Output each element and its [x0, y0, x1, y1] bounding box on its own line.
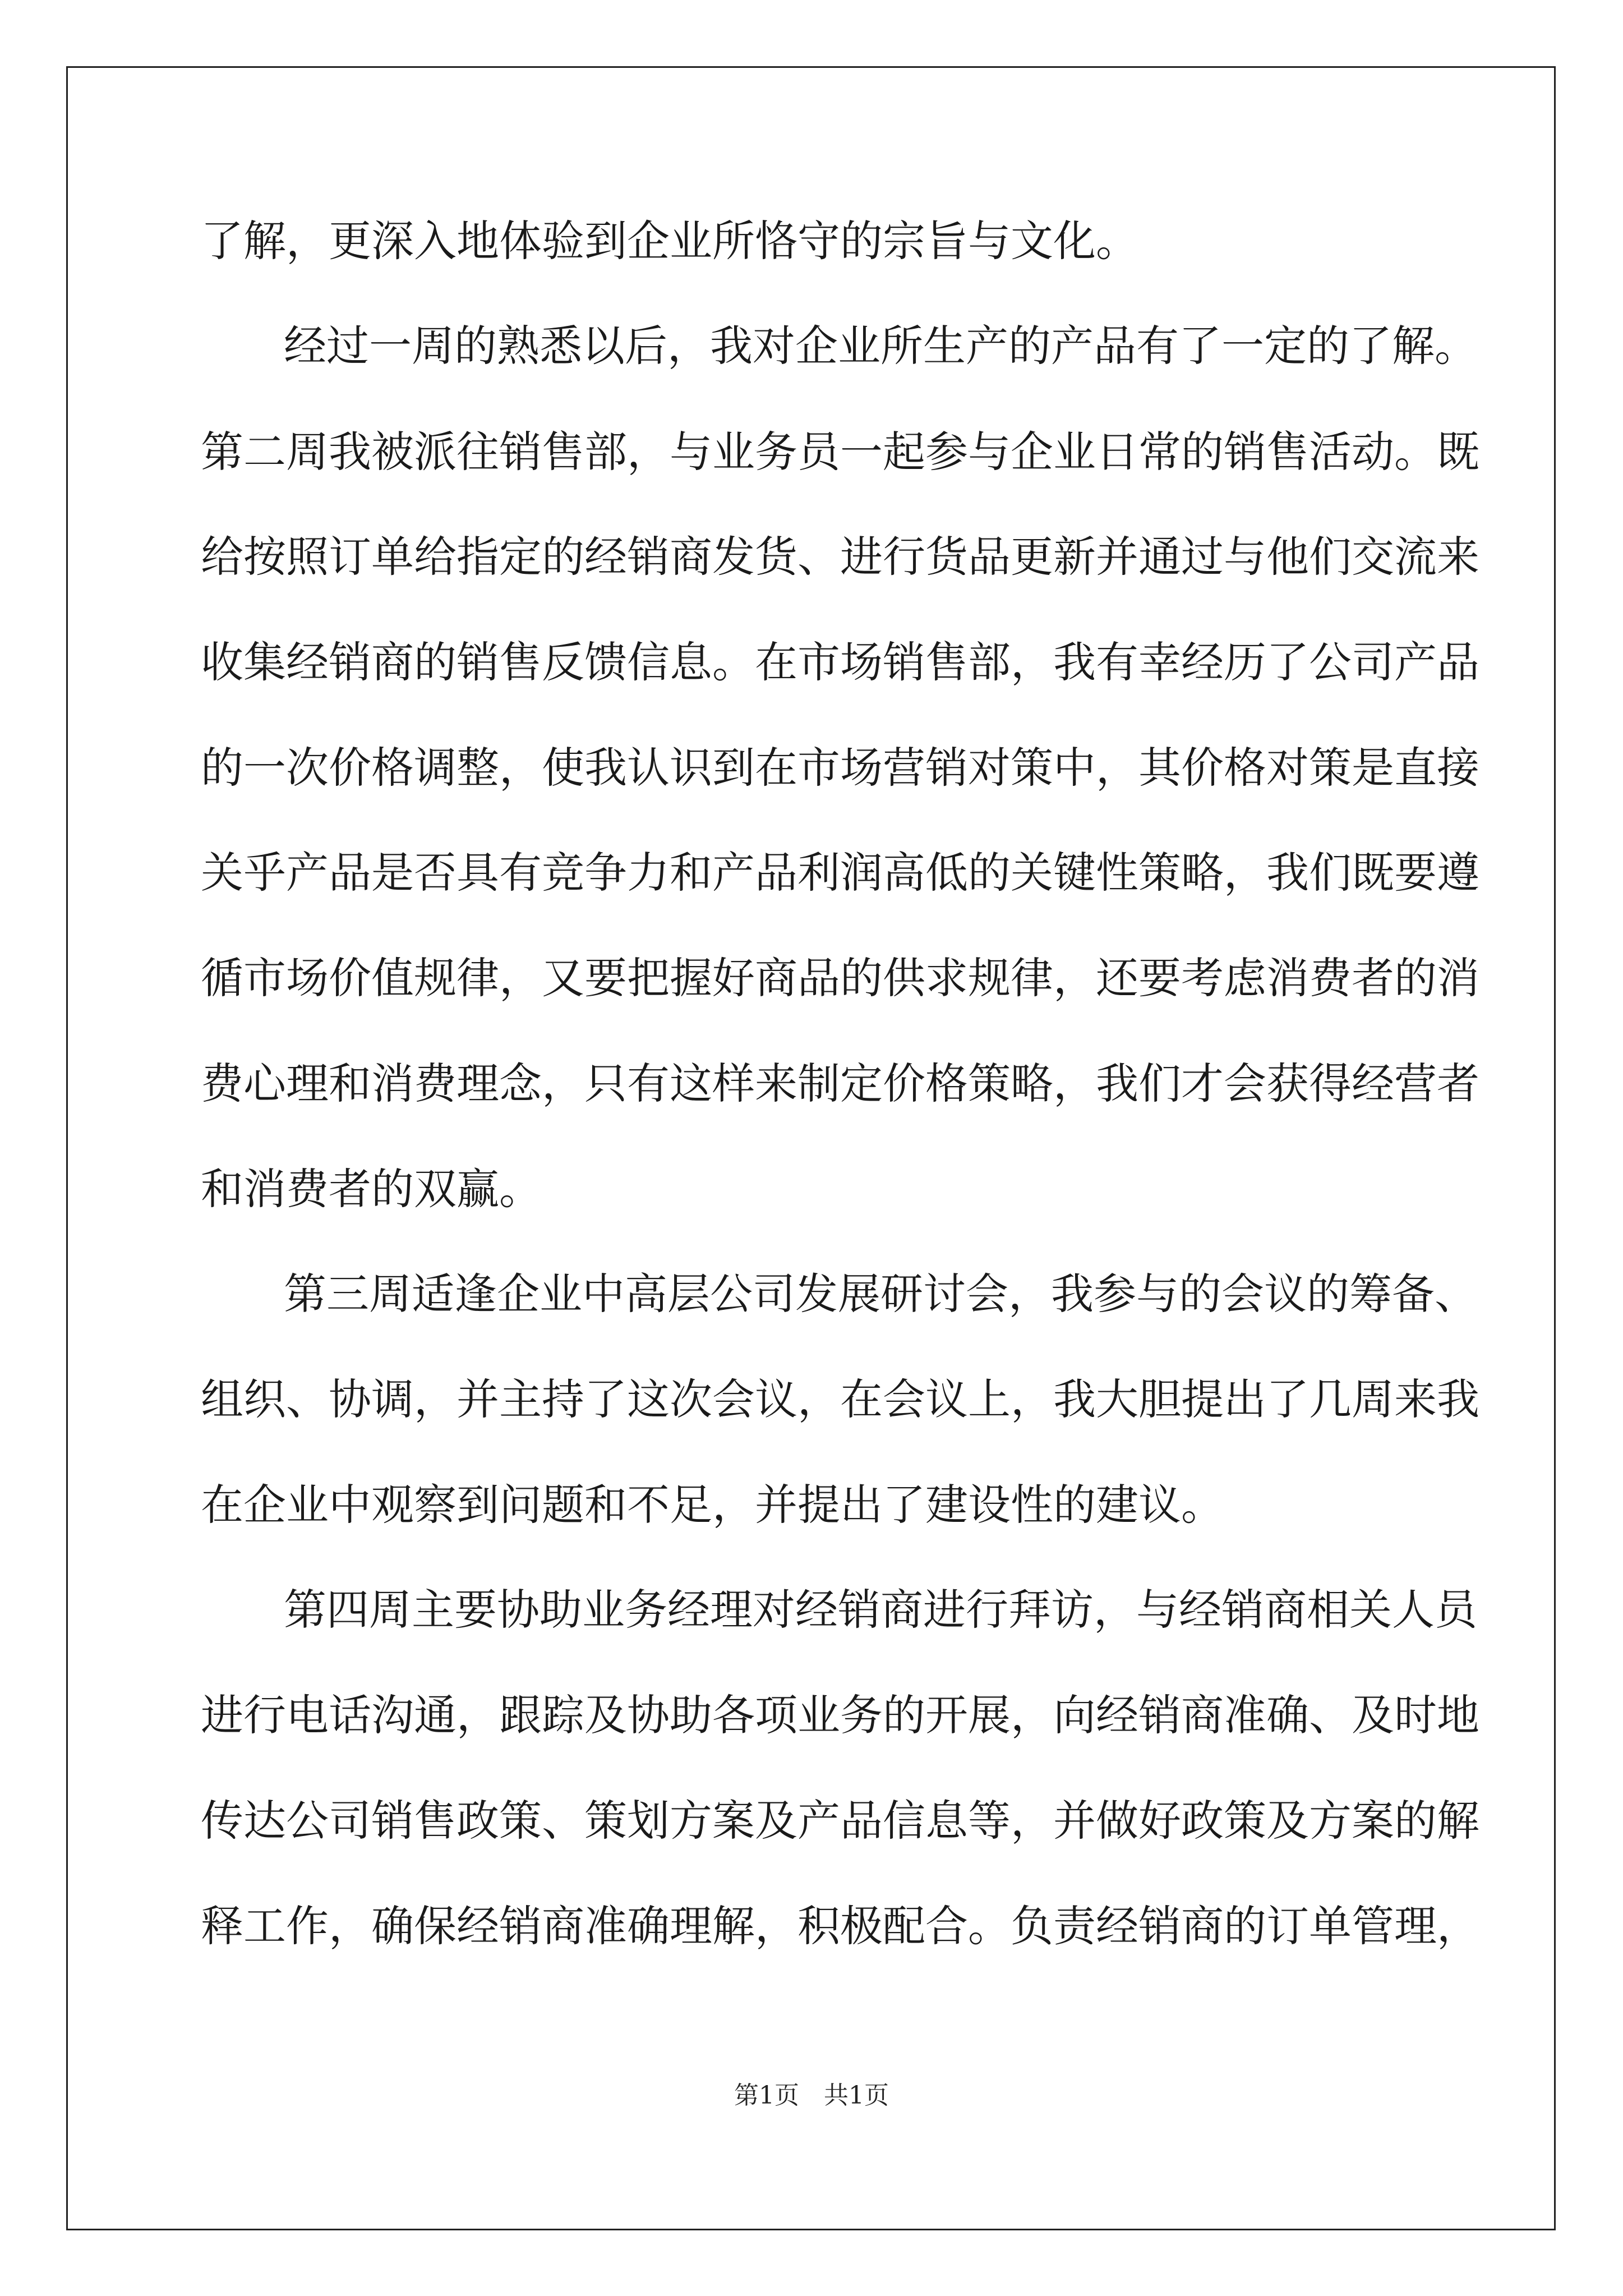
text-line-8: 循市场价值规律，又要把握好商品的供求规律，还要考虑消费者的消 — [201, 953, 1479, 1003]
text-line-6: 的一次价格调整，使我认识到在市场营销对策中，其价格对策是直接 — [201, 743, 1479, 793]
text-line-5: 收集经销商的销售反馈信息。在市场销售部，我有幸经历了公司产品 — [201, 637, 1479, 687]
text-line-15: 进行电话沟通，跟踪及协助各项业务的开展，向经销商准确、及时地 — [201, 1690, 1479, 1740]
text-line-7: 关乎产品是否具有竞争力和产品利润高低的关键性策略，我们既要遵 — [201, 848, 1479, 898]
text-line-10: 和消费者的双赢。 — [201, 1164, 542, 1214]
text-line-4: 给按照订单给指定的经销商发货、进行货品更新并通过与他们交流来 — [201, 532, 1479, 582]
text-line-17: 释工作，确保经销商准确理解，积极配合。负责经销商的订单管理， — [201, 1901, 1479, 1951]
text-line-1: 了解，更深入地体验到企业所恪守的宗旨与文化。 — [201, 216, 1138, 266]
page-number-footer: 第1页 共1页 — [734, 2081, 889, 2110]
text-line-9: 费心理和消费理念，只有这样来制定价格策略，我们才会获得经营者 — [201, 1059, 1479, 1108]
text-line-11: 第三周适逢企业中高层公司发展研讨会，我参与的会议的筹备、 — [284, 1269, 1477, 1319]
text-line-16: 传达公司销售政策、策划方案及产品信息等，并做好政策及方案的解 — [201, 1796, 1479, 1846]
text-line-2: 经过一周的熟悉以后，我对企业所生产的产品有了一定的了解。 — [284, 321, 1477, 371]
text-line-3: 第二周我被派往销售部，与业务员一起参与企业日常的销售活动。既 — [201, 427, 1479, 477]
text-line-13: 在企业中观察到问题和不足，并提出了建设性的建议。 — [201, 1480, 1224, 1530]
text-line-14: 第四周主要协助业务经理对经销商进行拜访，与经销商相关人员 — [284, 1585, 1477, 1635]
text-line-12: 组织、协调，并主持了这次会议，在会议上，我大胆提出了几周来我 — [201, 1374, 1479, 1424]
